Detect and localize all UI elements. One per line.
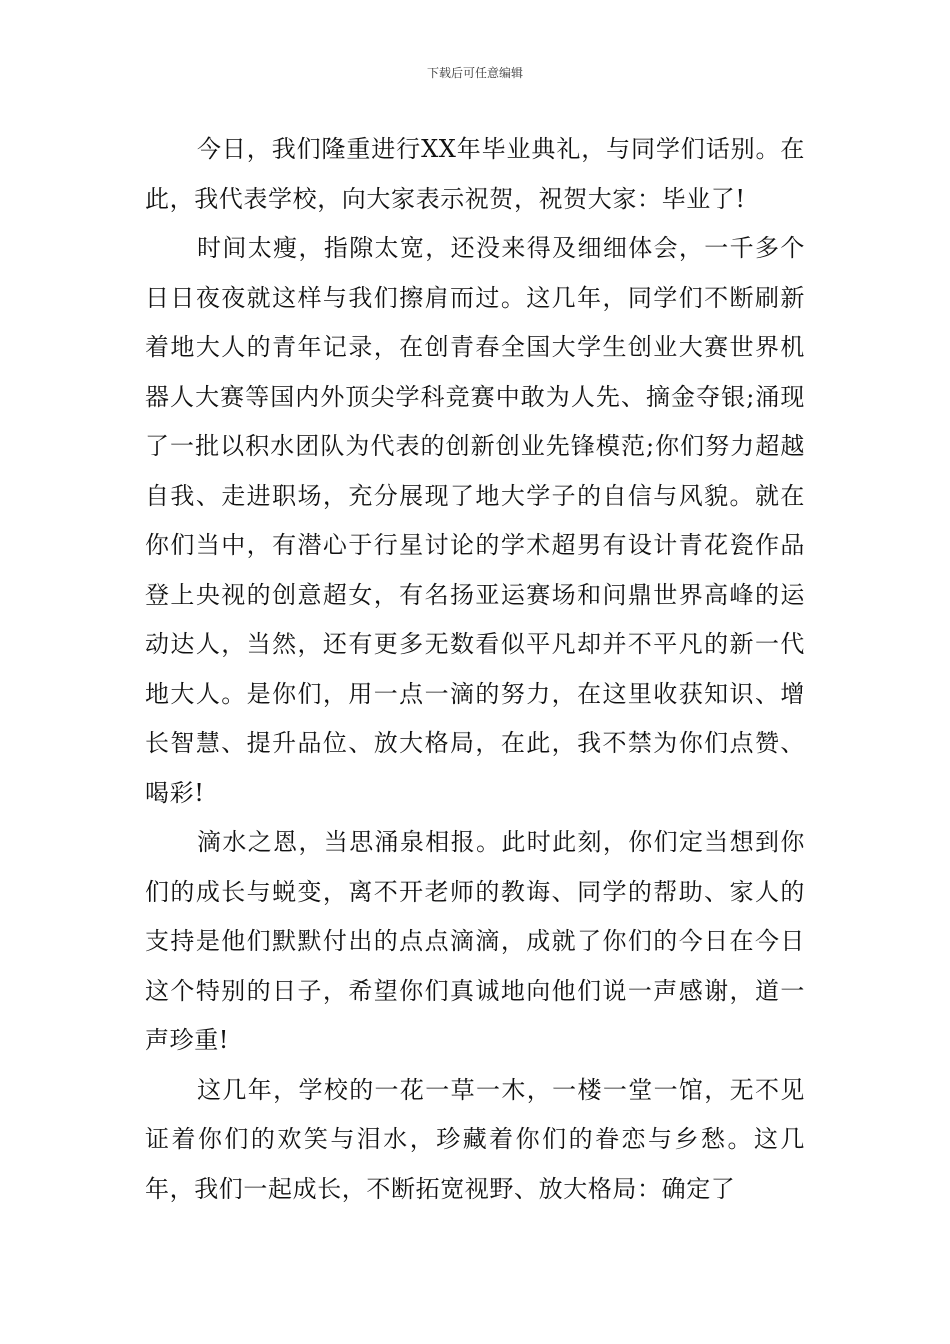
paragraph-2: 时间太瘦，指隙太宽，还没来得及细细体会，一千多个日日夜夜就这样与我们擦肩而过。这几年，同学们不断刷新着地大人的青年记录，在创青春全国大学生创业大赛世界机器人大赛等国内外顶尖学科竞赛中敢为人先、摘金夺银;涌现了一批以积水团队为代表的创新创业先锋模范;你们努力超越自我、走进职场，充分展现了地大学子的自信与风貌。就在你们当中，有潜心于行星讨论的学术超男有设计青花瓷作品登上央视的创意超女，有名扬亚运赛场和问鼎世界高峰的运动达人，当然，还有更多无数看似平凡却并不平凡的新一代地大人。是你们，用一点一滴的努力，在这里收获知识、增长智慧、提升品位、放大格局，在此，我不禁为你们点赞、喝彩! [145,234,805,807]
paragraph-4: 这几年，学校的一花一草一木，一楼一堂一馆，无不见证着你们的欢笑与泪水，珍藏着你们的眷恋与乡愁。这几年，我们一起成长，不断拓宽视野、放大格局：确定了 [145,1075,805,1203]
paragraph-3: 滴水之恩，当思涌泉相报。此时此刻，你们定当想到你们的成长与蜕变，离不开老师的教诲、同学的帮助、家人的支持是他们默默付出的点点滴滴，成就了你们的今日在今日这个特别的日子，希望你们真诚地向他们说一声感谢，道一声珍重! [145,828,805,1054]
header-note: 下载后可任意编辑 [426,66,523,80]
paragraph-1: 今日，我们隆重进行XX年毕业典礼，与同学们话别。在此，我代表学校，向大家表示祝贺，祝贺大家：毕业了! [145,135,805,213]
document-body [145,125,805,1214]
